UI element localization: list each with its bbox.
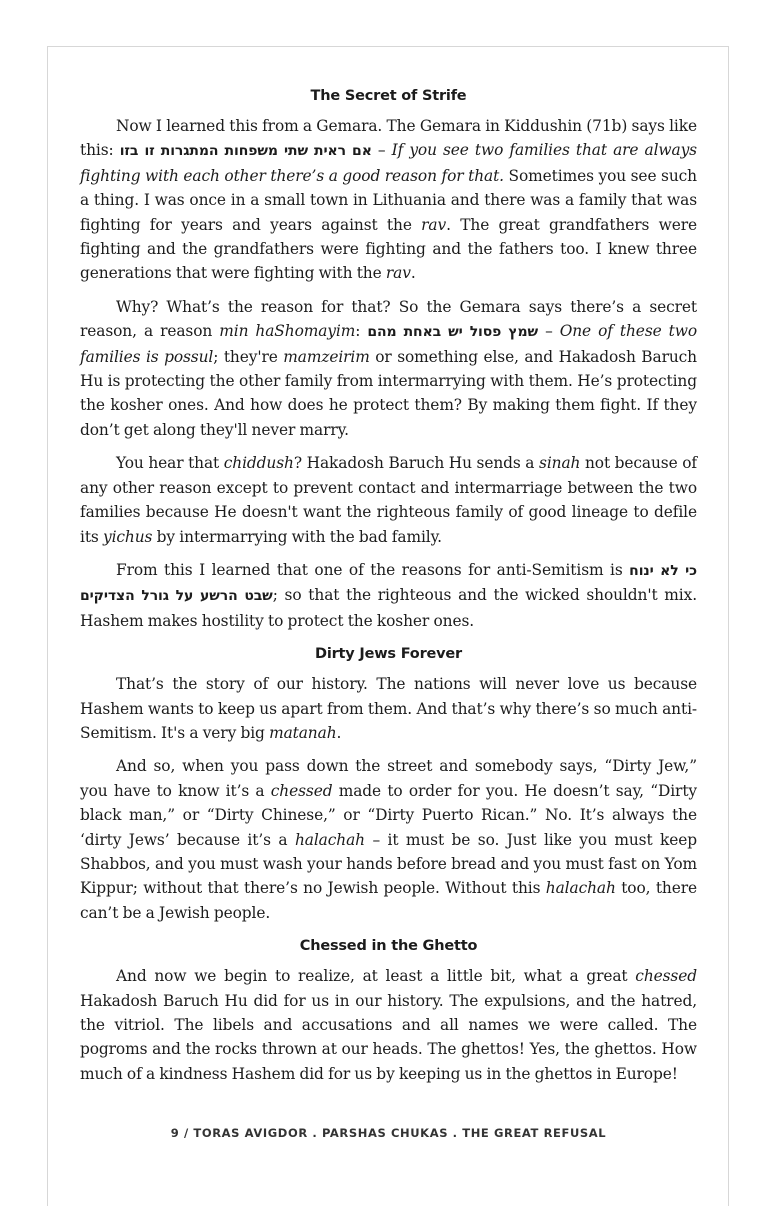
- italic-term: chiddush: [223, 454, 294, 473]
- text-run: Now I learned this from a Gemara. The Gemara in Kiddushin (71b) says like this:: [80, 117, 697, 160]
- text-run: ; they're: [213, 347, 284, 366]
- body-paragraph: [80, 672, 697, 745]
- text-run: –: [538, 322, 560, 341]
- text-run: And now we begin to realize, at least a little bit, what a great: [116, 967, 636, 986]
- text-run: . The great grandfathers were fighting and the grandfathers were fighting and the fathers too. I knew three generations that were fighting with the: [80, 215, 697, 283]
- text-run: That’s the story of our history. The nations will never love us because Hashem wants to keep us apart from them. And that’s why there’s so much anti-Semitism. It's a very big: [80, 675, 697, 742]
- body-paragraph: [80, 558, 697, 633]
- italic-term: rav: [421, 215, 447, 234]
- body-paragraph: [80, 295, 697, 442]
- text-run: You hear that: [116, 454, 224, 473]
- text-run: – it must be so. Just like you must keep Shabbos, and you must wash your hands before bread and you must fast on Yom Kippur; without that there’s no Jewish people. Without this: [80, 830, 698, 898]
- italic-term: chessed: [270, 781, 333, 800]
- text-run: From this I learned that one of the reasons for anti-Semitism is: [116, 560, 630, 579]
- italic-term: One of these two families is possul: [80, 322, 697, 366]
- text-run: Why? What’s the reason for that? So the Gemara says there’s a secret reason, a reason: [80, 297, 697, 341]
- italic-term: min haShomayim: [219, 322, 356, 341]
- hebrew-quote: אם ראית שתי משפחות המתגרות זו בזו: [119, 143, 372, 160]
- italic-term: sinah: [539, 454, 581, 473]
- text-run: –: [371, 141, 392, 160]
- section-heading: Dirty Jews Forever: [315, 646, 462, 663]
- hebrew-quote: שמץ פסול יש באחת מהם: [367, 324, 539, 341]
- body-paragraph: [80, 964, 697, 1086]
- page-footer: 9 / TORAS AVIGDOR . PARSHAS CHUKAS . THE GREAT REFUSAL: [170, 1126, 607, 1140]
- text-run: by intermarrying with the bad family.: [152, 527, 442, 546]
- body-paragraph: [80, 451, 697, 549]
- text-run: made to order for you. He doesn’t say, “Dirty black man,” or “Dirty Chinese,” or “Dirty Puerto Rican.” No. It’s always the ‘dirty Jews’ because it’s a: [80, 781, 697, 849]
- section-heading: The Secret of Strife: [310, 88, 467, 104]
- text-run: Sometimes you see such a thing. I was once in a small town in Lithuania and there was a family that was fighting for years and years against the: [80, 166, 697, 234]
- italic-term: mamzeirim: [283, 347, 370, 366]
- page-body: [80, 84, 697, 1095]
- italic-term: chessed: [635, 967, 697, 986]
- body-paragraph: [80, 114, 697, 286]
- text-run: or something else, and Hakadosh Baruch Hu is protecting the other family from intermarrying with them. He’s protecting the kosher ones. And how does he protect them? By making them fight. If they don’t get along they'll never marry.: [80, 347, 697, 439]
- text-run: And so, when you pass down the street and somebody says, “Dirty Jew,” you have to know it’s a: [80, 757, 697, 800]
- italic-term: If you see two families that are always fighting with each other there’s a good reason for that.: [80, 141, 697, 185]
- italic-term: yichus: [103, 527, 153, 546]
- text-run: .: [336, 723, 342, 742]
- text-run: .: [410, 264, 416, 283]
- hebrew-quote: כי לא ינוח שבט הרשע על גורל הצדיקים: [80, 562, 697, 605]
- text-run: ; so that the righteous and the wicked shouldn't mix. Hashem makes hostility to protect the kosher ones.: [80, 586, 697, 630]
- italic-term: halachah: [294, 830, 365, 849]
- section-heading: Chessed in the Ghetto: [299, 938, 478, 955]
- text-run: not because of any other reason except to prevent contact and intermarriage between the two families because He doesn't want the righteous family of good lineage to defile its: [80, 454, 697, 546]
- italic-term: halachah: [545, 879, 616, 898]
- italic-term: rav: [385, 264, 411, 283]
- italic-term: matanah: [269, 723, 337, 742]
- body-paragraph: [80, 754, 697, 925]
- text-run: too, there can’t be a Jewish people.: [80, 879, 697, 922]
- text-run: Hakadosh Baruch Hu did for us in our history. The expulsions, and the hatred, the vitriol. The libels and accusations and all names we were called. The pogroms and the rocks thrown at our heads. The ghettos! Yes, the ghettos. How much of a kindness Hashem did for us by keeping us in the ghettos in Europe!: [80, 991, 697, 1083]
- text-run: :: [355, 322, 368, 341]
- text-run: ? Hakadosh Baruch Hu sends a: [293, 454, 540, 473]
